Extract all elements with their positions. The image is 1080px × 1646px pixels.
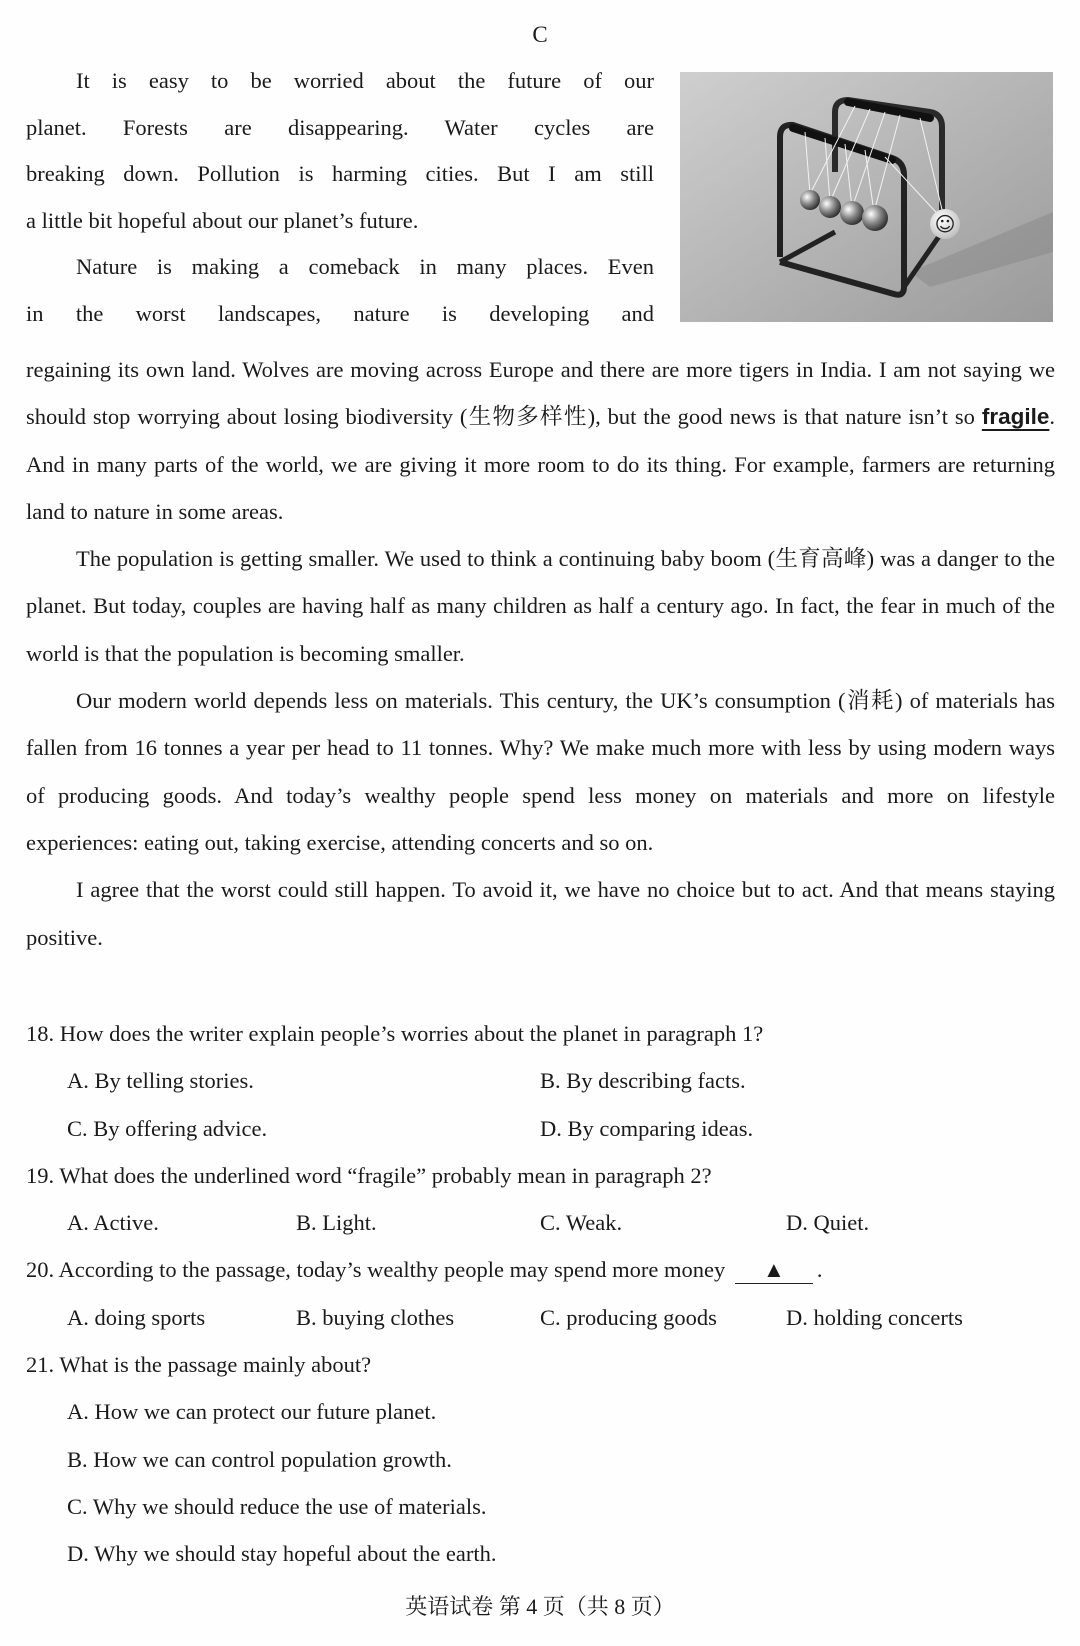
paragraph-2-top	[26, 244, 654, 337]
paragraph-2-line: Nature is making a comeback in many places. Even	[76, 254, 654, 279]
question-18-options-row	[26, 1057, 1055, 1104]
paragraph-2-text-b: . And in many parts of the world, we are giving it more room to do its thing. For example, farmers are returning land to nature in some areas.	[26, 404, 1055, 524]
question-20-options-row	[26, 1294, 1055, 1341]
q20-option-c: C. producing goods	[540, 1304, 717, 1330]
paragraph-2-line: in the worst landscapes, nature is developing and	[26, 300, 654, 326]
question-20-stem	[26, 1246, 1055, 1293]
passage-body	[26, 346, 1055, 961]
paragraph-1-line: a little bit hopeful about our planet’s future.	[26, 207, 419, 233]
answer-blank: ▲	[735, 1257, 813, 1284]
paragraph-1-line: It is easy to be worried about the future of our	[76, 68, 654, 93]
question-18-stem: 18. How does the writer explain people’s worries about the planet in paragraph 1?	[26, 1021, 764, 1046]
q19-option-c: C. Weak.	[540, 1210, 623, 1236]
questions-section	[26, 1010, 1055, 1578]
underlined-word: fragile	[981, 404, 1050, 430]
q18-option-b: B. By describing facts.	[540, 1068, 746, 1094]
question-21-stem: 21. What is the passage mainly about?	[26, 1352, 372, 1378]
q18-option-a: A. By telling stories.	[67, 1068, 254, 1094]
paragraph-2-continued	[26, 346, 1055, 535]
q18-option-c: C. By offering advice.	[67, 1115, 268, 1141]
q20-option-d: D. holding concerts	[786, 1304, 963, 1330]
paragraph-1	[26, 58, 654, 244]
paragraph-5: I agree that the worst could still happen. To avoid it, we have no choice but to act. And that means staying positive.	[26, 877, 1055, 950]
newtons-cradle-icon	[680, 72, 1053, 322]
section-letter: C	[532, 22, 548, 47]
question-20-text: 20. According to the passage, today’s wealthy people may spend more money	[26, 1257, 726, 1283]
q19-option-d: D. Quiet.	[786, 1210, 870, 1236]
question-18-options-row	[26, 1105, 1055, 1152]
question-19-options-row	[26, 1199, 1055, 1246]
q21-option-a: A. How we can protect our future planet.	[67, 1399, 437, 1425]
paragraph-1-line: planet. Forests are disappearing. Water cycles are	[26, 114, 654, 140]
page-footer: 英语试卷 第 4 页（共 8 页）	[405, 1594, 675, 1619]
paragraph-3: The population is getting smaller. We used to think a continuing baby boom (生育高峰) was a danger to the planet. But today, couples are having half as many children as half a century ago. In fact, the fear in much of the world is that the population is becoming smaller.	[26, 546, 1055, 666]
paragraph-4: Our modern world depends less on materials. This century, the UK’s consumption (消耗) of materials has fallen from 16 tonnes a year per head to 11 tonnes. Why? We make much more with less by using modern ways of producing goods. And today’s wealthy people spend less money on materials and more on lifestyle experiences: eating out, taking exercise, attending concerts and so on.	[26, 688, 1055, 855]
q20-option-b: B. buying clothes	[296, 1304, 455, 1330]
q18-option-d: D. By comparing ideas.	[540, 1115, 754, 1141]
question-19-stem: 19. What does the underlined word “fragile” probably mean in paragraph 2?	[26, 1162, 712, 1188]
paragraph-1-line: breaking down. Pollution is harming cities. But I am still	[26, 161, 654, 186]
paragraph-2-text-a: regaining its own land. Wolves are moving across Europe and there are more tigers in India. I am not saying we should stop worrying about losing biodiversity (生物多样性), but the good news is that nature isn’t so	[26, 357, 1055, 430]
q21-option-c: C. Why we should reduce the use of materials.	[67, 1493, 487, 1519]
q19-option-b: B. Light.	[296, 1210, 377, 1236]
question-20-period: .	[816, 1257, 823, 1283]
q21-option-b: B. How we can control population growth.	[67, 1446, 452, 1472]
q20-option-a: A. doing sports	[67, 1304, 206, 1330]
smiley-face-icon: ☺	[934, 212, 956, 236]
q19-option-a: A. Active.	[67, 1210, 159, 1236]
q21-option-d: D. Why we should stay hopeful about the earth.	[67, 1541, 497, 1567]
